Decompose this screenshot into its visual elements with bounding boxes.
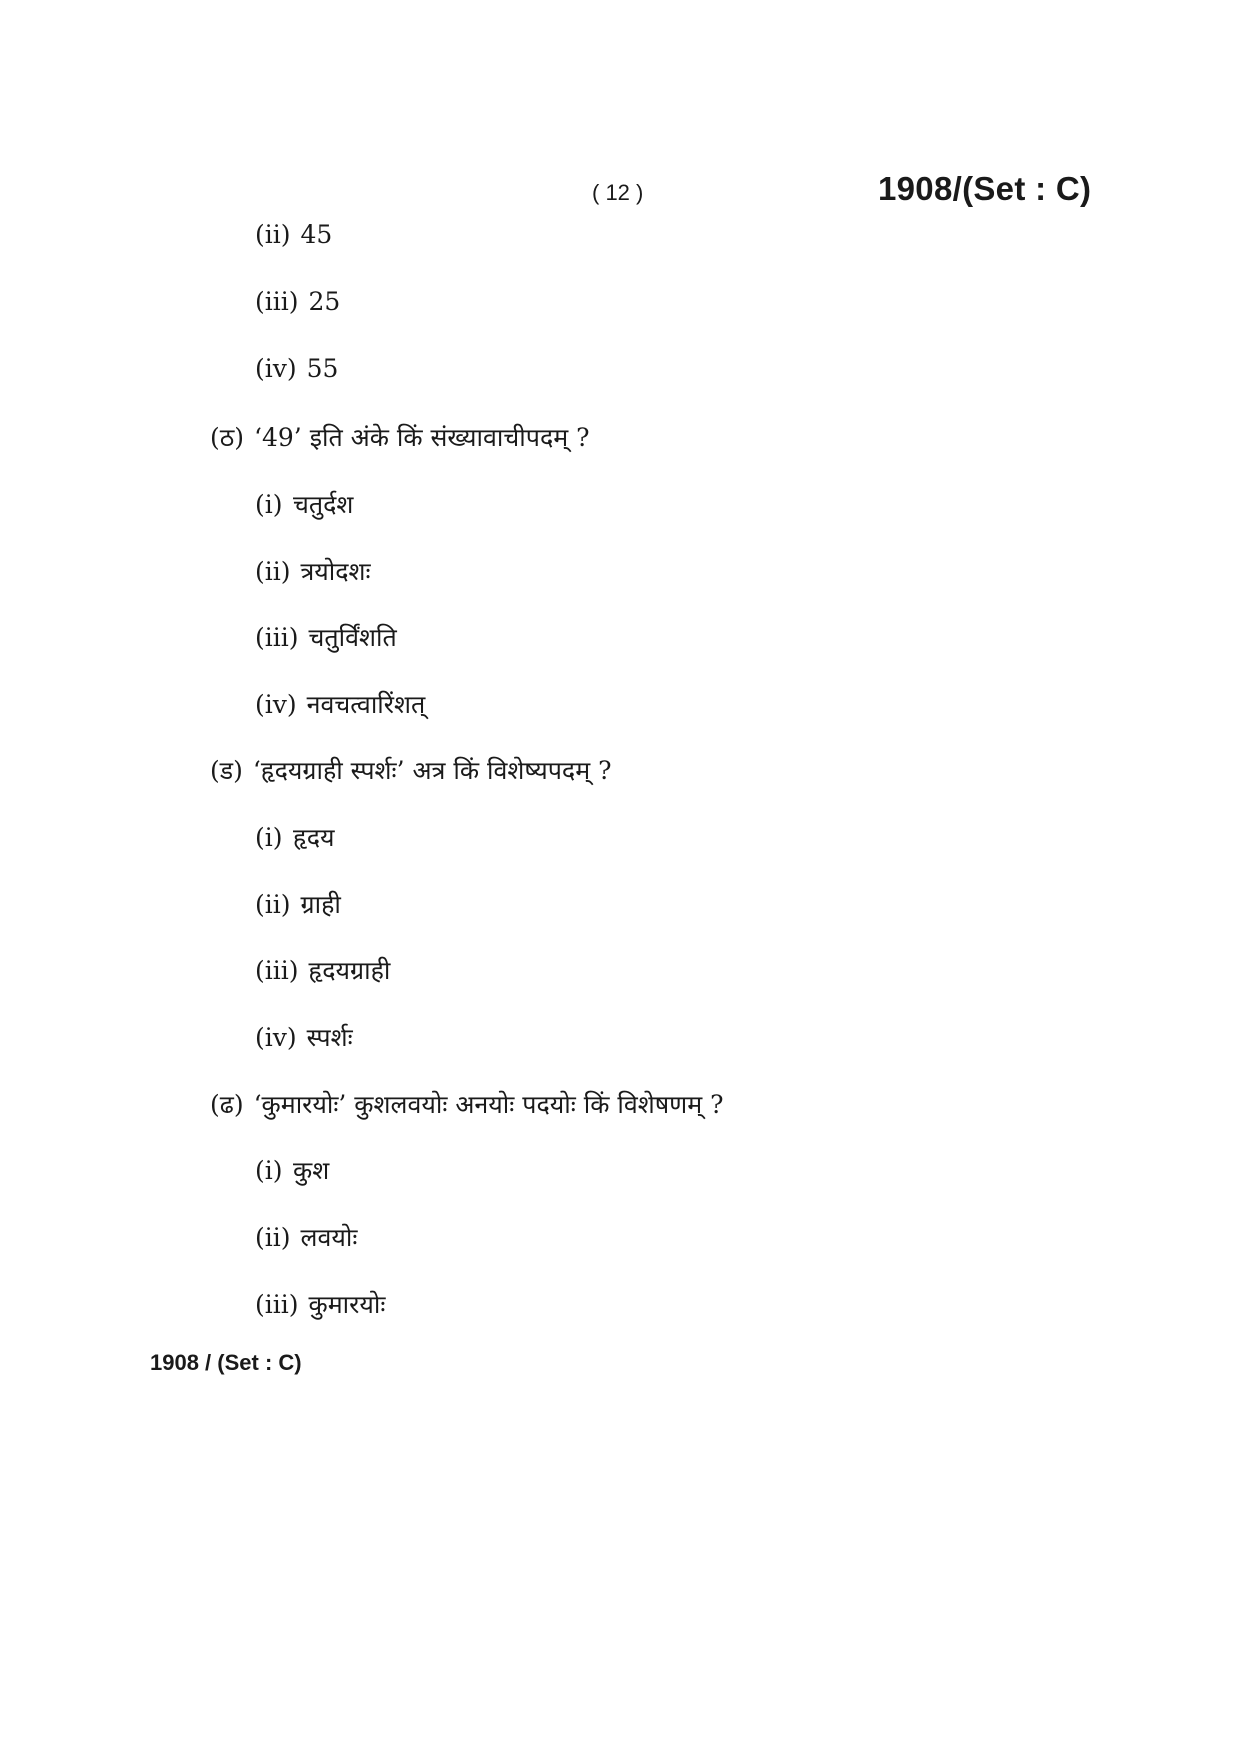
option-marker: (iii) xyxy=(255,287,299,316)
option-marker: (iv) xyxy=(255,354,297,383)
option-text: लवयोः xyxy=(300,1223,358,1252)
option-marker: (i) xyxy=(255,1156,283,1185)
option-line xyxy=(255,953,390,987)
option-text: त्रयोदशः xyxy=(300,557,371,586)
option-text: चतुर्दश xyxy=(293,490,354,519)
option-text: कुमारयोः xyxy=(308,1290,386,1319)
option-text: कुश xyxy=(293,1156,330,1185)
option-text: हृदयग्राही xyxy=(308,956,391,985)
option-line xyxy=(255,287,340,316)
option-marker: (iv) xyxy=(255,690,297,719)
page-number: ( 12 ) xyxy=(592,180,644,205)
footer-set-code: 1908 / (Set : C) xyxy=(150,1350,302,1375)
option-line xyxy=(255,620,397,654)
option-text: हृदय xyxy=(293,823,335,852)
question-marker: (ड) xyxy=(210,756,243,785)
option-line xyxy=(255,1020,353,1054)
option-line xyxy=(255,220,332,249)
option-marker: (ii) xyxy=(255,890,291,919)
option-line xyxy=(255,554,371,588)
question-marker: (ढ) xyxy=(210,1090,244,1119)
set-code-header: 1908/(Set : C) xyxy=(878,170,1092,207)
option-marker: (iii) xyxy=(255,1290,299,1319)
question-text: ‘49’ इति अंके किं संख्यावाचीपदम् ? xyxy=(254,423,590,452)
question-text: ‘कुमारयोः’ कुशलवयोः अनयोः पदयोः किं विशेषणम् ? xyxy=(253,1090,724,1119)
option-marker: (ii) xyxy=(255,220,291,249)
option-text: ग्राही xyxy=(300,890,341,919)
question-line xyxy=(210,753,612,787)
question-text: ‘हृदयग्राही स्पर्शः’ अत्र किं विशेष्यपदम् ? xyxy=(252,756,612,785)
option-marker: (ii) xyxy=(255,1223,291,1252)
option-marker: (iv) xyxy=(255,1023,297,1052)
option-line xyxy=(255,1220,357,1254)
question-line xyxy=(210,1087,724,1121)
option-marker: (i) xyxy=(255,823,283,852)
option-line xyxy=(255,354,338,383)
option-marker: (ii) xyxy=(255,557,291,586)
option-line xyxy=(255,887,341,921)
option-text: स्पर्शः xyxy=(306,1023,353,1052)
option-marker: (i) xyxy=(255,490,283,519)
option-text: 25 xyxy=(308,287,341,316)
question-marker: (ठ) xyxy=(210,423,245,452)
option-line xyxy=(255,1153,329,1187)
option-marker: (iii) xyxy=(255,956,299,985)
option-line xyxy=(255,687,425,721)
option-text: चतुर्विंशति xyxy=(308,623,397,652)
option-marker: (iii) xyxy=(255,623,299,652)
option-line xyxy=(255,487,353,521)
option-text: 55 xyxy=(306,354,339,383)
option-text: नवचत्वारिंशत् xyxy=(306,690,426,719)
question-line xyxy=(210,420,590,454)
option-line xyxy=(255,820,335,854)
option-line xyxy=(255,1287,385,1321)
option-text: 45 xyxy=(300,220,333,249)
